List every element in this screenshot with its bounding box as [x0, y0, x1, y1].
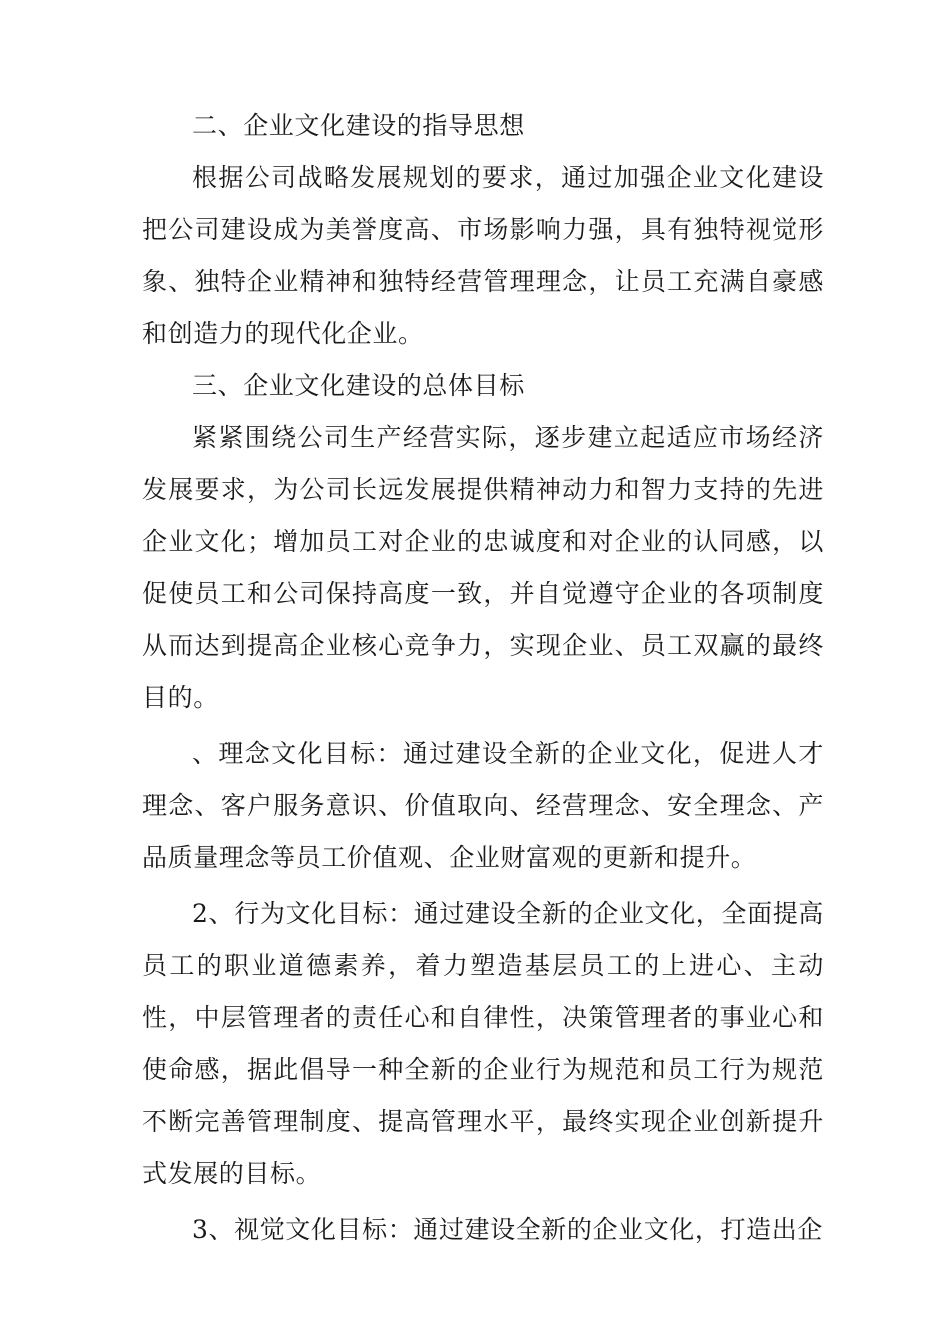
document-body [142, 100, 824, 1256]
paragraph-concept-culture-goal: 、理念文化目标：通过建设全新的企业文化，促进人才理念、客户服务意识、价值取向、经营理念、安全理念、产品质量理念等员工价值观、企业财富观的更新和提升。 [142, 739, 824, 872]
paragraph-behavior-culture-goal: 2、行为文化目标：通过建设全新的企业文化，全面提高员工的职业道德素养，着力塑造基层员工的上进心、主动性，中层管理者的责任心和自律性，决策管理者的事业心和使命感，据此倡导一种全新的企业行为规范和员工行为规范不断完善管理制度、提高管理水平，最终实现企业创新提升式发展的目标。 [142, 899, 824, 1188]
paragraph-overall-goal: 紧紧围绕公司生产经营实际，逐步建立起适应市场经济发展要求，为公司长远发展提供精神动力和智力支持的先进企业文化；增加员工对企业的忠诚度和对企业的认同感，以促使员工和公司保持高度一致，并自觉遵守企业的各项制度从而达到提高企业核心竞争力，实现企业、员工双赢的最终目的。 [142, 423, 824, 712]
section-heading-overall-goal: 三、企业文化建设的总体目标 [192, 371, 525, 400]
section-heading-guiding-ideology: 二、企业文化建设的指导思想 [192, 111, 525, 140]
paragraph-visual-culture-goal: 3、视觉文化目标：通过建设全新的企业文化，打造出企 [192, 1215, 823, 1244]
paragraph-guiding-ideology: 根据公司战略发展规划的要求，通过加强企业文化建设把公司建设成为美誉度高、市场影响力强，具有独特视觉形象、独特企业精神和独特经营管理理念，让员工充满自豪感和创造力的现代化企业。 [142, 163, 824, 348]
